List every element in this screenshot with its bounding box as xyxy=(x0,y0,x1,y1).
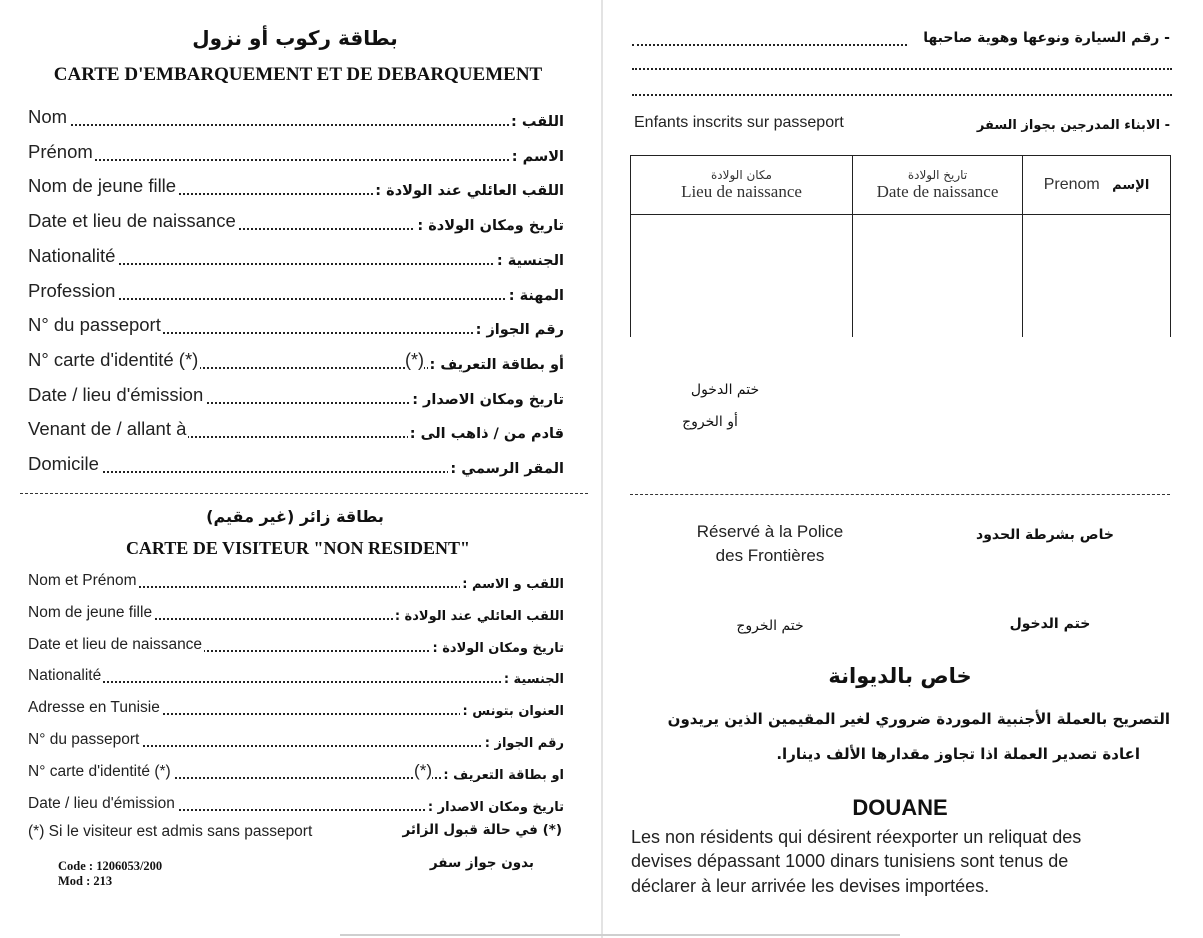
field-label-ar: رقم الجواز : xyxy=(484,736,564,751)
field-label-ar: العنوان بتونس : xyxy=(462,704,564,720)
separator-dashed xyxy=(20,493,588,494)
field-label-ar: اللقب العائلي عند الولادة : xyxy=(394,608,564,624)
field-label-fr: N° du passeport xyxy=(28,314,161,336)
form-field-row[interactable] xyxy=(28,693,564,719)
visitor-footnote-ar-2: بدون جواز سفر xyxy=(429,855,534,871)
field-label-fr: Nom et Prénom xyxy=(28,572,137,589)
form-field-row[interactable] xyxy=(28,630,564,656)
customs-title-ar: خاص بالديوانة xyxy=(828,664,972,688)
customs-text-ar-2: اعادة تصدير العملة اذا تجاوز مقدارها الألف دينارا. xyxy=(776,745,1140,763)
form-field-row[interactable] xyxy=(28,243,564,269)
field-label-fr: Venant de / allant à xyxy=(28,418,187,440)
field-label-ar: اللقب و الاسم : xyxy=(462,577,564,592)
stamp-entry-ar: ختم الدخول xyxy=(690,382,760,398)
col-birthplace-header xyxy=(631,156,853,215)
visitor-footnote-fr: (*) Si le visiteur est admis sans passeport xyxy=(28,823,313,840)
form-mod: Mod : 213 xyxy=(58,874,113,888)
field-label-ar: تاريخ ومكان الاصدار : xyxy=(427,799,564,815)
field-label-ar: الجنسية : xyxy=(496,252,564,269)
col-firstname-ar: الإسم xyxy=(1112,178,1150,193)
form-field-row[interactable] xyxy=(28,312,564,338)
field-label-ar: قادم من / ذاهب الى : xyxy=(409,426,564,443)
field-label-ar: الجنسية : xyxy=(503,672,564,688)
col-firstname-header xyxy=(1023,156,1171,215)
police-label-ar: خاص بشرطة الحدود xyxy=(976,527,1114,543)
form-field-row[interactable] xyxy=(28,725,564,751)
visitor-title-ar: بطاقة زائر (غير مقيم) xyxy=(206,507,384,526)
table-cell[interactable] xyxy=(853,215,1023,338)
police-label-fr-2: des Frontières xyxy=(715,546,825,565)
table-cell[interactable] xyxy=(631,215,853,338)
field-label-fr: Prénom xyxy=(28,140,93,162)
field-dotted-line[interactable] xyxy=(28,681,564,683)
field-label-ar: اللقب : xyxy=(511,114,564,130)
field-label-fr: Profession xyxy=(28,279,116,301)
form-field-row[interactable] xyxy=(28,451,564,477)
stamp-or-exit-ar: أو الخروج xyxy=(682,414,738,430)
form-code: Code : 1206053/200 xyxy=(58,859,163,873)
children-table xyxy=(630,155,1171,337)
field-label-fr: N° carte d'identité (*) xyxy=(28,348,199,370)
field-label-ar: او بطاقة التعريف : xyxy=(443,767,564,783)
vehicle-dots-1 xyxy=(632,44,907,46)
field-label-ar: المهنة : xyxy=(508,287,564,304)
form-field-row[interactable] xyxy=(28,173,564,199)
col-birthplace-fr: Lieu de naissance xyxy=(681,182,802,201)
field-asterisk-mark: (*) xyxy=(405,349,424,370)
field-label-ar: الاسم : xyxy=(511,148,564,165)
douane-text-3: déclarer à leur arrivée les devises importées. xyxy=(631,876,990,896)
col-birthplace-ar: مكان الولادة xyxy=(710,168,772,182)
col-birthdate-ar: تاريخ الولادة xyxy=(907,168,968,182)
field-label-fr: Nationalité xyxy=(28,244,116,266)
table-header-row xyxy=(631,156,1171,215)
field-label-fr: Date / lieu d'émission xyxy=(28,794,175,812)
form-field-row[interactable] xyxy=(28,208,564,234)
separator-dashed-right xyxy=(630,494,1170,495)
field-label-ar: اللقب العائلي عند الولادة : xyxy=(375,183,564,200)
douane-text-2: devises dépassant 1000 dinars tunisiens sont tenus de xyxy=(631,851,1069,871)
page-edge xyxy=(340,934,900,936)
form-field-row[interactable] xyxy=(28,789,564,815)
police-label-fr: Réservé à la Police xyxy=(696,522,844,541)
field-label-ar: تاريخ ومكان الولادة : xyxy=(432,640,564,656)
form-field-row[interactable] xyxy=(28,598,564,624)
customs-text-ar-1: التصريح بالعملة الأجنبية الموردة ضروري لغير المقيمين الذين يريدون xyxy=(667,710,1170,728)
form-field-row[interactable] xyxy=(28,347,564,373)
stamp-exit-ar: ختم الخروج xyxy=(736,618,804,634)
table-cell[interactable] xyxy=(1023,215,1171,338)
form-field-row[interactable] xyxy=(28,104,564,130)
field-dotted-line[interactable] xyxy=(28,159,564,161)
col-birthdate-fr: Date de naissance xyxy=(876,182,999,201)
vehicle-dots-3 xyxy=(632,94,1172,96)
children-label-ar: - الابناء المدرجين بجواز السفر xyxy=(976,118,1170,133)
vehicle-dots-2 xyxy=(632,68,1172,70)
embark-title-fr: CARTE D'EMBARQUEMENT ET DE DEBARQUEMENT xyxy=(53,64,543,85)
field-label-fr: Date / lieu d'émission xyxy=(28,383,204,405)
field-dotted-line[interactable] xyxy=(28,124,564,126)
field-label-fr: Nom de jeune fille xyxy=(28,175,177,197)
form-field-row[interactable] xyxy=(28,566,564,592)
field-label-fr: Domicile xyxy=(28,453,99,474)
table-row xyxy=(631,215,1171,338)
field-label-ar: تاريخ ومكان الاصدار : xyxy=(412,391,564,408)
form-field-row[interactable] xyxy=(28,139,564,165)
field-asterisk-mark: (*) xyxy=(414,760,432,780)
field-label-fr: N° du passeport xyxy=(28,731,140,748)
field-label-fr: Adresse en Tunisie xyxy=(28,699,160,717)
field-label-fr: Date et lieu de naissance xyxy=(28,635,203,653)
douane-text-1: Les non résidents qui désirent réexporter un reliquat des xyxy=(631,827,1082,847)
col-birthdate-header xyxy=(853,156,1023,215)
field-label-ar: تاريخ ومكان الولادة : xyxy=(417,218,564,235)
visitor-footnote-ar: (*) في حالة قبول الزائر xyxy=(402,822,562,838)
form-field-row[interactable] xyxy=(28,416,564,442)
field-label-fr: Nationalité xyxy=(28,667,102,685)
field-label-fr: Date et lieu de naissance xyxy=(28,210,236,232)
vehicle-label-ar: - رقم السيارة ونوعها وهوية صاحبها xyxy=(900,30,1170,46)
field-label-fr: Nom xyxy=(28,106,68,127)
field-label-ar: المقر الرسمي : xyxy=(450,461,564,477)
embark-title-ar: بطاقة ركوب أو نزول xyxy=(192,26,398,50)
page-fold xyxy=(601,0,603,938)
field-label-ar: رقم الجواز : xyxy=(475,322,564,339)
form-field-row[interactable] xyxy=(28,661,564,687)
stamp-entry-2-ar: ختم الدخول xyxy=(1009,616,1091,632)
field-label-fr: Nom de jeune fille xyxy=(28,603,153,621)
field-label-fr: N° carte d'identité (*) xyxy=(28,762,171,780)
children-label-fr: Enfants inscrits sur passeport xyxy=(634,114,844,131)
form-field-row[interactable] xyxy=(28,278,564,304)
form-field-row[interactable] xyxy=(28,382,564,408)
visitor-title-fr: CARTE DE VISITEUR "NON RESIDENT" xyxy=(125,538,471,558)
form-field-row[interactable] xyxy=(28,757,564,783)
douane-title: DOUANE xyxy=(852,795,948,820)
field-label-ar: أو بطاقة التعريف : xyxy=(429,356,564,373)
col-firstname-fr: Prenom xyxy=(1043,176,1100,193)
